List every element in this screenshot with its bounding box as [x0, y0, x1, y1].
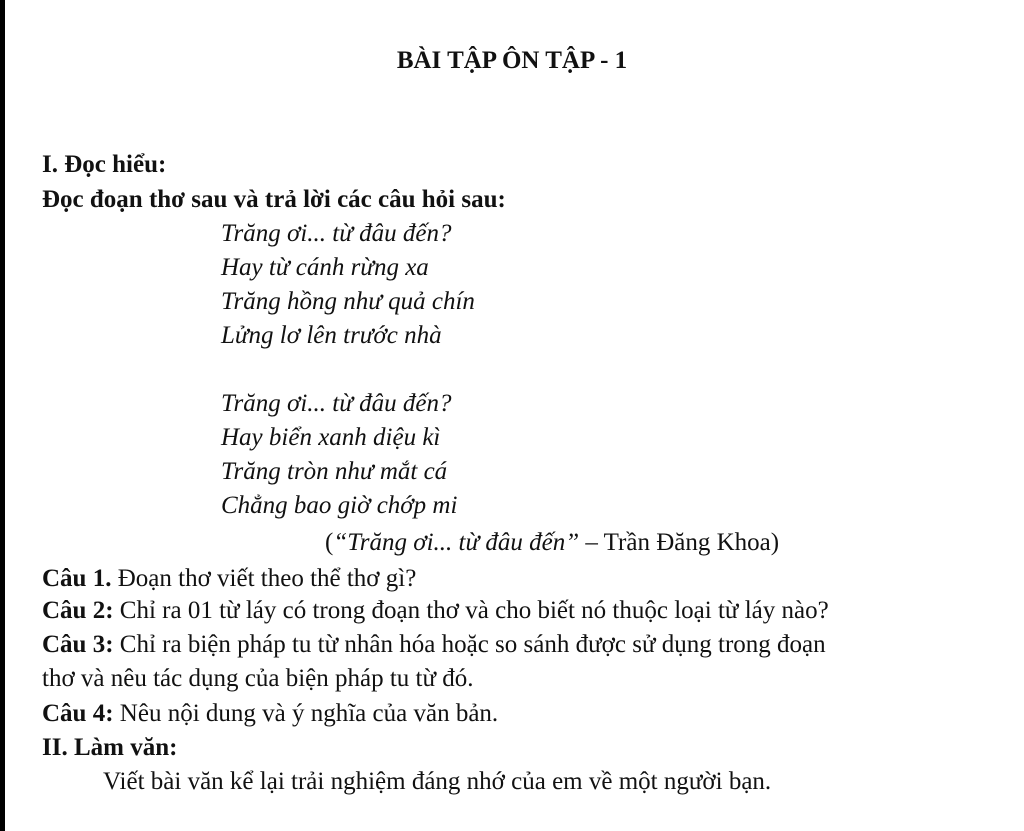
section-1-heading: I. Đọc hiểu:: [42, 151, 167, 178]
poem-source-author: – Trần Đăng Khoa): [579, 529, 780, 556]
section-2-heading: II. Làm văn:: [42, 734, 178, 761]
writing-prompt: Viết bài văn kể lại trải nghiệm đáng nhớ của em về một người bạn.: [103, 768, 772, 795]
question-1: [42, 564, 416, 594]
question-label: Câu 3:: [42, 631, 114, 658]
poem-source-title: “Trăng ơi... từ đâu đến”: [333, 529, 580, 556]
poem-line: Trăng ơi... từ đâu đến?: [221, 390, 452, 417]
poem-line: Lửng lơ lên trước nhà: [221, 322, 442, 349]
document-title: BÀI TẬP ÔN TẬP - 1: [396, 47, 628, 74]
poem-source: [325, 528, 779, 558]
question-2: [42, 596, 829, 626]
poem-line: Hay từ cánh rừng xa: [221, 254, 429, 281]
poem-line: Chẳng bao giờ chớp mi: [221, 492, 458, 519]
question-3-continuation: thơ và nêu tác dụng của biện pháp tu từ đó.: [42, 665, 474, 692]
question-label: Câu 1.: [42, 565, 112, 592]
poem-line: Trăng tròn như mắt cá: [221, 458, 448, 485]
question-label: Câu 2:: [42, 597, 114, 624]
poem-line: Trăng hồng như quả chín: [221, 288, 475, 315]
question-4: [42, 699, 498, 729]
question-3: [42, 630, 826, 660]
question-text: Nêu nội dung và ý nghĩa của văn bản.: [113, 700, 499, 727]
poem-line: Hay biển xanh diệu kì: [221, 424, 441, 451]
poem-source-open: (: [325, 529, 334, 556]
question-text: Chỉ ra biện pháp tu từ nhân hóa hoặc so sánh được sử dụng trong đoạn: [113, 631, 826, 658]
question-label: Câu 4:: [42, 700, 114, 727]
poem-line: Trăng ơi... từ đâu đến?: [221, 220, 452, 247]
question-text: Đoạn thơ viết theo thể thơ gì?: [111, 565, 417, 592]
question-text: Chỉ ra 01 từ láy có trong đoạn thơ và cho biết nó thuộc loại từ láy nào?: [113, 597, 829, 624]
reading-instruction: Đọc đoạn thơ sau và trả lời các câu hỏi sau:: [42, 186, 506, 213]
